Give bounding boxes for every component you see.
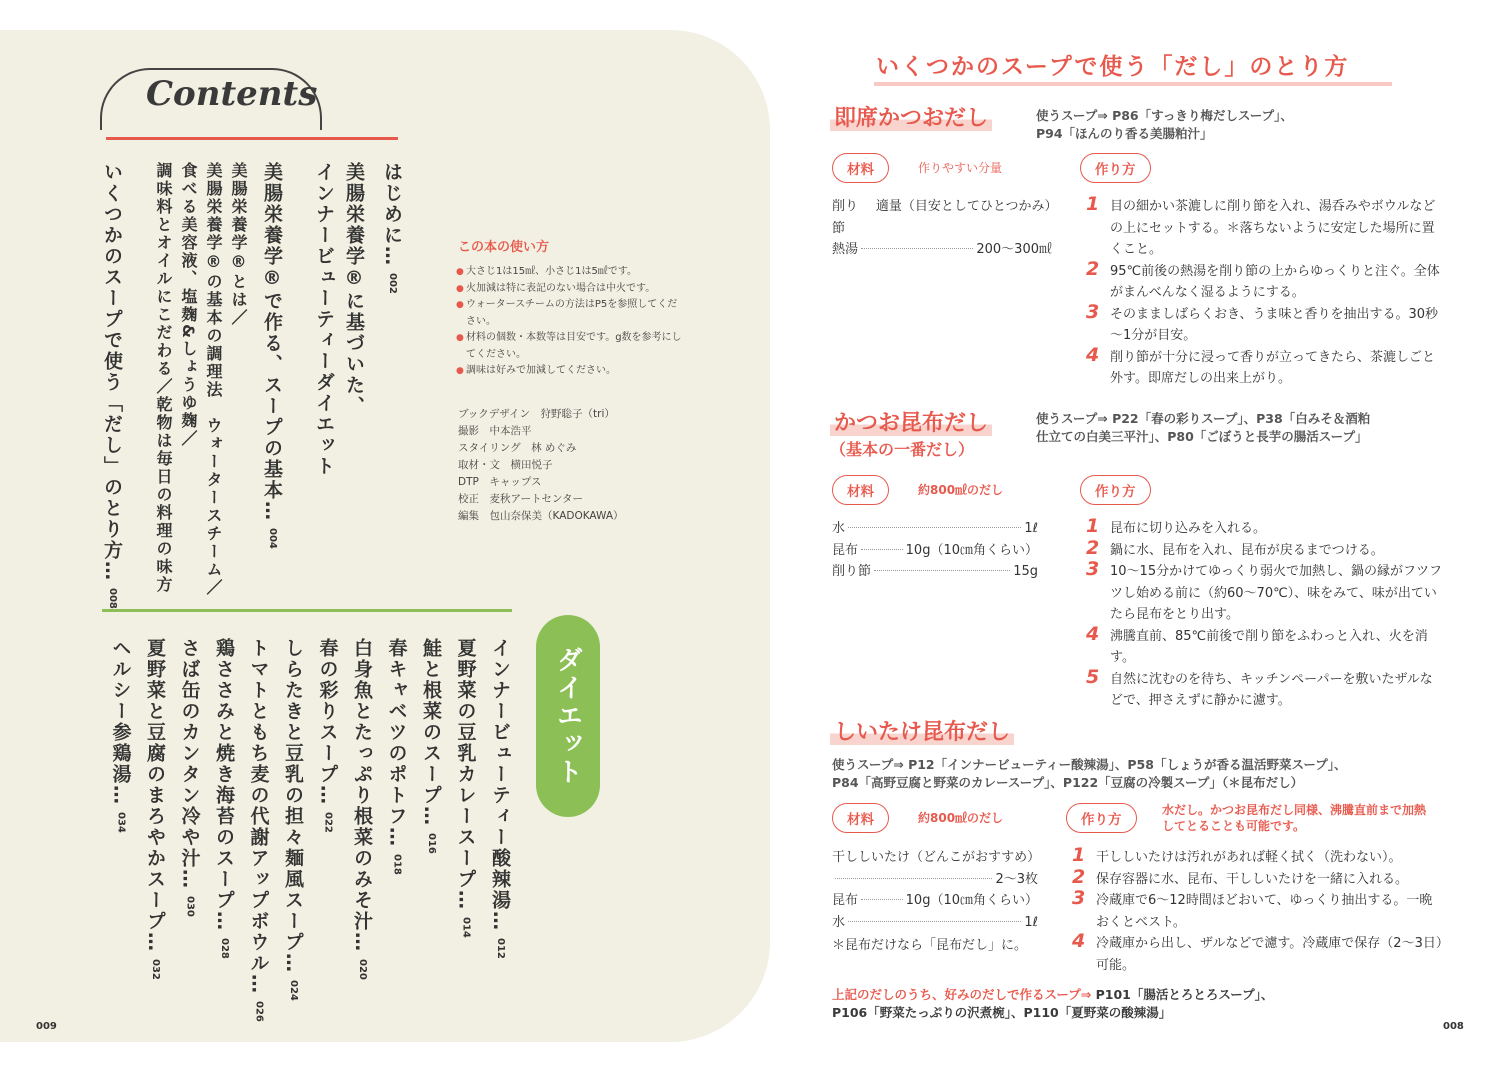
ingredients-1	[832, 196, 1058, 261]
usage-item: ● 調味は好みで加減してください。	[456, 363, 686, 380]
step-number: 1	[1086, 515, 1100, 537]
toc-entry[interactable]	[155, 162, 171, 594]
ingredient-row	[832, 518, 1038, 540]
ingredient-name: 削り節	[832, 564, 872, 579]
uses-line: P84「高野豆腐と野菜のカレースープ」、P122「豆腐の冷製スープ」（＊昆布だし）	[832, 775, 1304, 790]
usage-item: ● 材料の個数・本数等は目安です。g数を参考にしてください。	[456, 330, 686, 363]
steps-2	[1082, 515, 1442, 712]
step-number: 4	[1072, 930, 1086, 952]
diet-badge-label: ダイエット	[552, 646, 583, 786]
ingredients-note-2: 約800㎖のだし	[918, 483, 1004, 497]
method-step	[1068, 865, 1444, 891]
toc-entry[interactable]	[180, 638, 199, 917]
section-uses-3	[832, 756, 1346, 792]
toc-entry[interactable]	[205, 162, 221, 597]
contents-divider	[106, 137, 398, 140]
ingredient-row	[832, 890, 1038, 912]
diet-badge-label-wrap	[536, 615, 600, 817]
ingredient-amount: 1ℓ	[1024, 914, 1038, 930]
footer-note	[832, 986, 1352, 1022]
section-title-2: かつお昆布だし	[830, 411, 992, 436]
steps-3	[1068, 844, 1444, 976]
method-step	[1082, 515, 1442, 540]
ingredients-2	[832, 518, 1038, 583]
section-subtitle-2: （基本の一番だし）	[830, 440, 975, 459]
ingredient-row	[832, 869, 1038, 891]
toc-entry-title: 夏野菜と豆腐のまろやかスープ…	[144, 638, 166, 953]
method-step	[1082, 536, 1442, 562]
toc-entry-title: 春の彩りスープ…	[316, 638, 339, 806]
credit-line: 取材・文 横田悦子	[458, 459, 553, 471]
step-text: 自然に沈むのを待ち、キッチンペーパーを敷いたザルなどで、押さえずに静かに濾す。	[1110, 671, 1433, 708]
step-number: 3	[1086, 300, 1100, 323]
method-step	[1068, 844, 1444, 869]
toc-entry[interactable]	[262, 162, 281, 549]
toc-entry[interactable]	[230, 162, 246, 327]
step-number: 1	[1086, 193, 1100, 215]
credit-line: DTP キャップス	[458, 476, 542, 488]
step-number: 4	[1086, 343, 1100, 366]
section-title-3: しいたけ昆布だし	[830, 720, 1014, 745]
toc-entry-page: 024	[288, 980, 299, 1001]
toc-entry[interactable]	[145, 638, 164, 980]
toc-entry[interactable]	[387, 638, 406, 875]
toc-entry-page: 020	[357, 959, 368, 980]
right-title-underline	[874, 82, 1392, 86]
ingredient-amount: 15g	[1013, 564, 1038, 579]
left-page-number: 009	[36, 1021, 57, 1032]
toc-entry-page: 030	[184, 896, 196, 917]
right-page-title: いくつかのスープで使う「だし」のとり方	[876, 54, 1350, 80]
method-note-3: 水だし。かつお昆布だし同様、沸騰直前まで加熱してとることも可能です。	[1162, 803, 1427, 833]
toc-entry-title: トマトともち麦の代謝アップボウル…	[247, 638, 270, 995]
ingredient-amount: 10g（10㎝角くらい）	[905, 893, 1038, 908]
toc-entry[interactable]	[214, 638, 233, 959]
section-uses-2	[1036, 410, 1370, 446]
toc-entry[interactable]	[102, 162, 121, 609]
ingredient-name: 削り節	[832, 199, 859, 236]
step-number: 3	[1072, 887, 1086, 909]
toc-entry-title: 鮭と根菜のスープ…	[420, 638, 442, 827]
toc-entry[interactable]	[352, 638, 371, 980]
ingredient-row	[832, 196, 1058, 239]
ingredient-name: 水	[832, 914, 846, 930]
step-text: 削り節が十分に浸って香りが立ってきたら、茶漉しごと外す。即席だしの出来上がり。	[1110, 349, 1436, 386]
ingredient-row	[832, 561, 1038, 583]
footer-line1: P101「腸活とろとろスープ」、	[1091, 987, 1274, 1002]
step-text: 鍋に水、昆布を入れ、昆布が戻るまでつける。	[1110, 542, 1384, 558]
toc-entry-title: いくつかのスープで使う「だし」のとり方…	[101, 162, 123, 582]
ingredients-3	[832, 847, 1041, 957]
diet-divider	[102, 609, 512, 612]
credit-line: 編集 包山奈保美（KADOKAWA）	[458, 510, 624, 522]
step-text: 沸騰直前、85℃前後で削り節をふわっと入れ、火を消す。	[1110, 628, 1428, 665]
ingredients-note-3: 約800㎖のだし	[918, 811, 1004, 825]
footer-line2: P106「野菜たっぷりの沢煮椀」、P110「夏野菜の酸辣湯」	[832, 1005, 1172, 1020]
uses-line: 使うスープ⇒ P22「春の彩りスープ」、P38「白みそ＆酒粕	[1036, 411, 1371, 426]
method-step	[1082, 300, 1442, 347]
step-number: 2	[1086, 257, 1100, 280]
uses-line: 使うスープ⇒ P86「すっきり梅だしスープ」、	[1036, 108, 1293, 123]
toc-entry-title: 鶏ささみと焼き海苔のスープ…	[213, 638, 235, 932]
step-number: 2	[1072, 865, 1086, 888]
step-text: 昆布に切り込みを入れる。	[1110, 521, 1267, 536]
credit-line: スタイリング 林 めぐみ	[458, 442, 577, 454]
toc-entry-page: 028	[219, 938, 230, 959]
toc-entry-page: 026	[253, 1001, 265, 1022]
toc-entry-title: インナービューティー酸辣湯…	[489, 638, 511, 932]
toc-entry[interactable]	[382, 162, 401, 294]
toc-entry-page: 008	[107, 588, 118, 609]
toc-entry-title: インナービューティーダイエット	[313, 162, 335, 477]
method-step	[1082, 257, 1442, 304]
toc-entry-title: 美腸栄養学®に基づいた、	[343, 162, 365, 417]
step-text: 保存容器に水、昆布、干ししいたけを一緒に入れる。	[1096, 871, 1409, 887]
toc-entry-title: 食べる美容液、塩麹&しょうゆ麹／	[179, 162, 198, 448]
ingredient-row	[832, 540, 1038, 562]
right-page-number: 008	[1443, 1021, 1464, 1032]
credits	[458, 406, 624, 525]
credit-line: 撮影 中本浩平	[458, 425, 532, 437]
toc-entry-title: はじめに…	[381, 162, 403, 267]
section-uses-1	[1036, 107, 1293, 143]
toc-entry-title: 美腸栄養学®で作る、スープの基本…	[261, 162, 283, 522]
usage-title: この本の使い方	[458, 240, 550, 255]
usage-item: ● ウォータースチームの方法はP5を参照してください。	[456, 297, 686, 330]
method-label-2: 作り方	[1080, 475, 1151, 505]
ingredient-amount: 10g（10㎝角くらい）	[905, 542, 1038, 558]
uses-line: P94「ほんのり香る美腸粕汁」	[1036, 126, 1213, 141]
method-label-3: 作り方	[1066, 803, 1137, 833]
contents-title: Contents	[146, 74, 318, 114]
method-step	[1082, 193, 1442, 261]
toc-entry-page: 014	[460, 917, 472, 938]
method-step	[1082, 343, 1442, 390]
toc-entry-page: 016	[426, 833, 437, 854]
ingredient-note: ＊昆布だけなら「昆布だし」に。	[832, 938, 1028, 953]
step-text: 冷蔵庫で6～12時間ほどおいて、ゆっくり抽出する。一晩おくとベスト。	[1096, 893, 1433, 930]
ingredients-label-2: 材料	[832, 475, 889, 505]
ingredient-amount: 1ℓ	[1024, 521, 1038, 536]
ingredient-name: 干ししいたけ（どんこがおすすめ）	[832, 850, 1041, 865]
ingredient-row	[832, 847, 1041, 869]
credit-line: 校正 麦秋アートセンター	[458, 493, 583, 505]
step-text: そのまましばらくおき、うま味と香りを抽出する。30秒～1分が目安。	[1110, 306, 1439, 343]
usage-list	[456, 264, 686, 380]
toc-entry-title: 夏野菜の豆乳カレースープ…	[454, 638, 477, 911]
ingredient-name: 昆布	[832, 893, 859, 908]
method-step	[1082, 665, 1442, 712]
toc-entry-title: 美腸栄養学®の基本の調理法 ウォータースチーム／	[204, 162, 223, 597]
ingredient-row	[832, 912, 1038, 934]
uses-line: 仕立ての白美三平汁」、P80「ごぼうと長芋の腸活スープ」	[1036, 429, 1368, 444]
ingredient-name: 熱湯	[832, 242, 859, 257]
steps-1	[1082, 193, 1442, 390]
usage-item: ● 火加減は特に表記のない場合は中火です。	[456, 281, 686, 298]
ingredient-amount: 200～300㎖	[976, 242, 1052, 257]
toc-entry[interactable]	[490, 638, 509, 959]
toc-entry[interactable]	[249, 638, 268, 1022]
uses-line: 使うスープ⇒ P12「インナービューティー酸辣湯」、P58「しょうが香る温活野菜スープ」、	[832, 757, 1347, 772]
toc-entry[interactable]	[421, 638, 440, 854]
toc-entry-title: 白身魚とたっぷり根菜のみそ汁…	[351, 638, 373, 953]
toc-entry[interactable]	[180, 162, 196, 448]
step-text: 10～15分かけてゆっくり弱火で加熱し、鍋の縁がフツフツし始める前に（約60～70℃）、味をみて、味が出ていたら昆布をとり出す。	[1110, 564, 1442, 622]
method-step	[1068, 930, 1444, 976]
step-number: 3	[1086, 558, 1100, 580]
toc-entry[interactable]	[456, 638, 475, 938]
ingredients-note-1: 作りやすい分量	[918, 161, 1003, 175]
ingredient-row	[832, 239, 1052, 261]
step-text: 干ししいたけは汚れがあれば軽く拭く（洗わない）。	[1096, 850, 1402, 865]
ingredients-label-1: 材料	[832, 153, 889, 183]
section-title-1: 即席かつおだし	[830, 106, 992, 131]
method-label-1: 作り方	[1080, 153, 1151, 183]
toc-entry[interactable]	[111, 638, 130, 833]
method-step	[1082, 558, 1442, 626]
step-text: 95℃前後の熱湯を削り節の上からゆっくりと注ぐ。全体がまんべんなく湿るようにする。	[1110, 263, 1440, 300]
toc-entry-title: さば缶のカンタン冷や汁…	[178, 638, 201, 890]
toc-entry-page: 002	[387, 273, 398, 294]
toc-entry-page: 032	[150, 959, 161, 980]
toc-entry[interactable]	[318, 638, 337, 833]
toc-entry-page: 034	[115, 812, 127, 833]
ingredient-amount: 2～3枚	[995, 871, 1038, 887]
ingredient-name: 昆布	[832, 542, 859, 558]
toc-entry-title: 美腸栄養学®とは／	[229, 162, 248, 327]
ingredients-label-3: 材料	[832, 803, 889, 833]
toc-entry-title: ヘルシー参鶏湯…	[109, 638, 132, 806]
method-step	[1082, 622, 1442, 669]
toc-entry[interactable]	[283, 638, 302, 1001]
toc-entry[interactable]	[314, 162, 333, 477]
toc-entry-title: しらたきと豆乳の担々麺風スープ…	[282, 638, 304, 974]
toc-entry-page: 012	[495, 938, 506, 959]
toc-entry-page: 004	[267, 528, 278, 549]
toc-entry-title: 春キャベツのポトフ…	[385, 638, 408, 848]
step-number: 1	[1072, 844, 1086, 866]
step-text: 冷蔵庫から出し、ザルなどで濾す。冷蔵庫で保存（2～3日）可能。	[1096, 936, 1443, 973]
toc-entry-page: 022	[322, 812, 334, 833]
step-number: 4	[1086, 622, 1100, 645]
toc-entry-page: 018	[391, 854, 403, 875]
method-step	[1068, 887, 1444, 933]
toc-entry[interactable]	[344, 162, 363, 417]
step-number: 2	[1086, 536, 1100, 559]
step-text: 目の細かい茶漉しに削り節を入れ、湯呑みやボウルなどの上にセットする。＊落ちないように安定した場所に置くこと。	[1110, 199, 1436, 257]
usage-item: ● 大さじ1は15㎖、小さじ1は5㎖です。	[456, 264, 686, 281]
toc-entry-title: 調味料とオイルにこだわる／乾物は毎日の料理の味方	[154, 162, 173, 594]
ingredient-amount: 適量（目安としてひとつかみ）	[875, 199, 1058, 214]
footer-lead: 上記のだしのうち、好みのだしで作るスープ⇒	[832, 987, 1092, 1002]
step-number: 5	[1086, 665, 1100, 688]
ingredient-name: 水	[832, 521, 846, 536]
credit-line: ブックデザイン 狩野聡子（tri）	[458, 408, 615, 420]
